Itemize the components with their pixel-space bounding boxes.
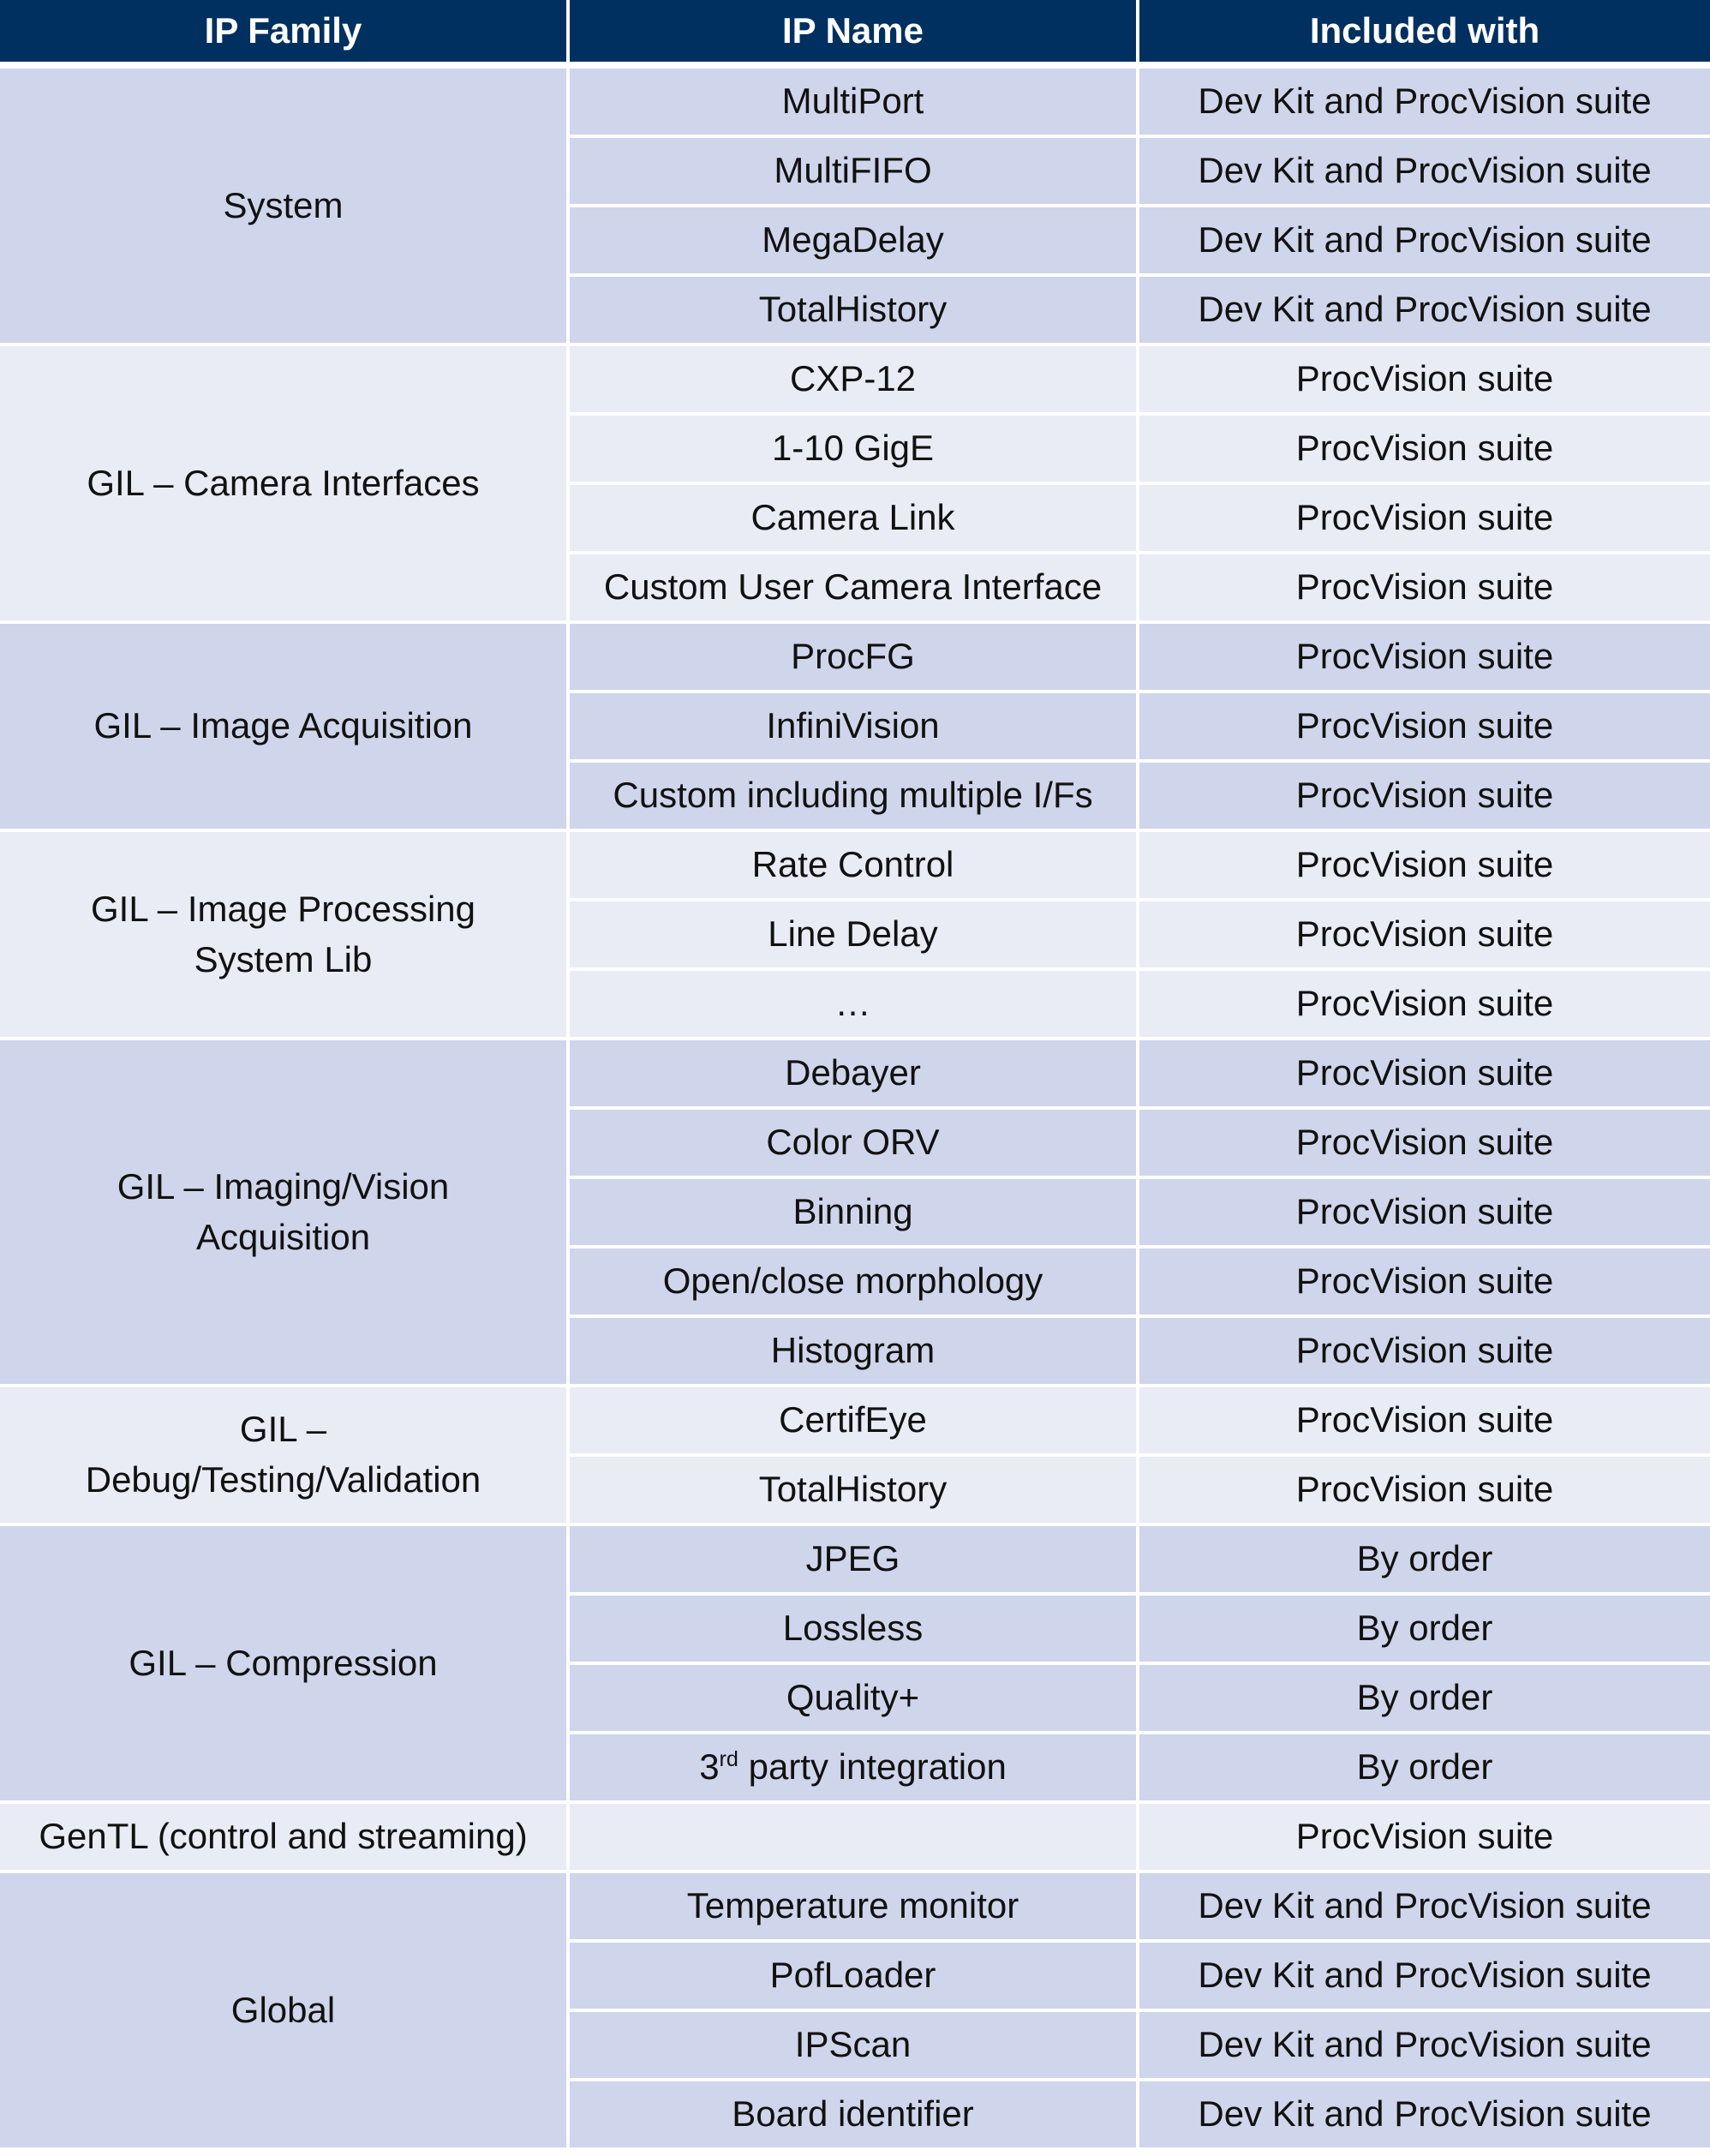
ip-name-cell: Line Delay [570,901,1139,971]
ip-name-cell: PofLoader [570,1943,1139,2012]
ip-name-cell: Quality+ [570,1665,1139,1734]
family-cell: GIL – Imaging/Vision Acquisition [0,1040,570,1387]
ip-name-cell: Lossless [570,1596,1139,1665]
ip-name-cell: CXP-12 [570,346,1139,416]
included-cell: By order [1139,1526,1710,1596]
included-cell: ProcVision suite [1139,763,1710,832]
ip-name-cell: MultiFIFO [570,138,1139,207]
ip-name-cell: … [570,971,1139,1040]
ip-name-cell [570,1804,1139,1873]
family-cell: GIL – Image Processing System Lib [0,832,570,1040]
family-cell: Global [0,1873,570,2151]
ip-name-cell: JPEG [570,1526,1139,1596]
included-cell: ProcVision suite [1139,1387,1710,1457]
included-cell: ProcVision suite [1139,1110,1710,1179]
ip-name-cell: CertifEye [570,1387,1139,1457]
included-cell: Dev Kit and ProcVision suite [1139,138,1710,207]
included-cell: By order [1139,1734,1710,1804]
ip-name-cell: InfiniVision [570,693,1139,763]
family-cell: GIL – Compression [0,1526,570,1804]
table-body [0,69,1710,2151]
table-row [0,1526,1710,1596]
included-cell: ProcVision suite [1139,346,1710,416]
table-row [0,346,1710,416]
included-cell: ProcVision suite [1139,901,1710,971]
ip-name-cell: Camera Link [570,485,1139,554]
family-cell: GIL – Debug/Testing/Validation [0,1387,570,1526]
ip-name-cell [570,1734,1139,1804]
family-cell: GenTL (control and streaming) [0,1804,570,1873]
included-cell: Dev Kit and ProcVision suite [1139,2081,1710,2151]
ip-name-cell: TotalHistory [570,277,1139,346]
included-cell: ProcVision suite [1139,624,1710,693]
ip-name-prefix: 3 [699,1746,720,1788]
header-included-with: Included with [1139,0,1710,69]
included-cell: ProcVision suite [1139,1179,1710,1249]
header-ip-family: IP Family [0,0,570,69]
table-row [0,624,1710,693]
ip-name-cell: 1-10 GigE [570,416,1139,485]
included-cell: ProcVision suite [1139,416,1710,485]
included-cell: ProcVision suite [1139,485,1710,554]
family-cell: System [0,69,570,346]
table-row [0,1873,1710,1943]
included-cell: Dev Kit and ProcVision suite [1139,277,1710,346]
family-cell: GIL – Camera Interfaces [0,346,570,624]
ip-name-suffix: party integration [738,1746,1007,1788]
included-cell: ProcVision suite [1139,1318,1710,1387]
included-cell: Dev Kit and ProcVision suite [1139,1943,1710,2012]
ip-name-cell: Color ORV [570,1110,1139,1179]
included-cell: Dev Kit and ProcVision suite [1139,2012,1710,2081]
ip-name-cell: Debayer [570,1040,1139,1110]
ip-name-cell: Board identifier [570,2081,1139,2151]
ip-name-cell: Histogram [570,1318,1139,1387]
included-cell: By order [1139,1596,1710,1665]
table-row [0,1804,1710,1873]
ip-name-cell: Rate Control [570,832,1139,901]
ip-name-cell: IPScan [570,2012,1139,2081]
included-cell: ProcVision suite [1139,693,1710,763]
table-row [0,1040,1710,1110]
header-row [0,0,1710,69]
included-cell: ProcVision suite [1139,971,1710,1040]
included-cell: Dev Kit and ProcVision suite [1139,69,1710,138]
included-cell: ProcVision suite [1139,1457,1710,1526]
ip-name-cell: Binning [570,1179,1139,1249]
ip-name-cell: Custom User Camera Interface [570,554,1139,624]
ip-name-cell: TotalHistory [570,1457,1139,1526]
ip-name-cell: Temperature monitor [570,1873,1139,1943]
included-cell: ProcVision suite [1139,554,1710,624]
ip-name-cell: MultiPort [570,69,1139,138]
header-ip-name: IP Name [570,0,1139,69]
table-row [0,69,1710,138]
ip-name-superscript: rd [719,1747,738,1772]
included-cell: ProcVision suite [1139,1249,1710,1318]
ip-name-cell: ProcFG [570,624,1139,693]
ip-name-cell: Open/close morphology [570,1249,1139,1318]
included-cell: Dev Kit and ProcVision suite [1139,1873,1710,1943]
included-cell: ProcVision suite [1139,832,1710,901]
ip-name-cell: Custom including multiple I/Fs [570,763,1139,832]
table-row [0,832,1710,901]
included-cell: Dev Kit and ProcVision suite [1139,207,1710,277]
ip-name-cell: MegaDelay [570,207,1139,277]
included-cell: ProcVision suite [1139,1804,1710,1873]
included-cell: ProcVision suite [1139,1040,1710,1110]
included-cell: By order [1139,1665,1710,1734]
family-cell: GIL – Image Acquisition [0,624,570,832]
table-row [0,1387,1710,1457]
